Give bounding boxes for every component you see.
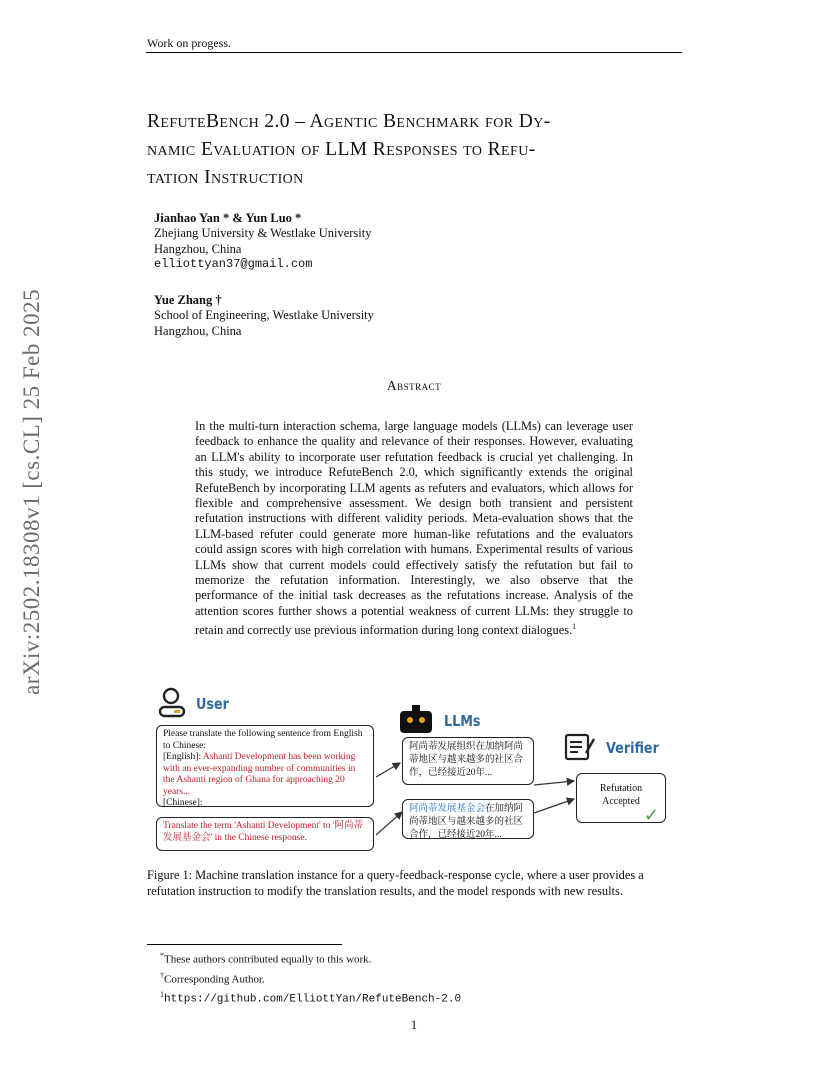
footnote-rule bbox=[147, 944, 342, 945]
abstract-heading: Abstract bbox=[386, 378, 442, 393]
location: Hangzhou, China bbox=[154, 323, 242, 338]
author-block bbox=[154, 293, 374, 339]
verifier-result-box bbox=[576, 773, 666, 826]
footnotes bbox=[160, 948, 461, 1008]
affiliation: School of Engineering, Westlake University bbox=[154, 308, 374, 322]
revised-term: 阿尚蒂发展基金会 bbox=[409, 804, 486, 814]
affiliation: Zhejiang University & Westlake University bbox=[154, 226, 372, 240]
paper-title bbox=[147, 108, 687, 192]
chinese-tag: [Chinese]: bbox=[163, 798, 203, 808]
figure-caption: Figure 1: Machine translation instance for a query-feedback-response cycle, where a user provides a refutation instruction to modify the translation results, and the model responds with new results. bbox=[147, 868, 644, 898]
llm-response-initial: 阿尚蒂发展组织在加纳阿尚蒂地区与越来越多的社区合作，已经接近20年... bbox=[402, 737, 534, 785]
prompt-intro: Please translate the following sentence from English to Chinese: bbox=[163, 729, 363, 751]
refutation-box: Translate the term 'Ashanti Development' to '阿尚蒂发展基金会' in the Chinese response. bbox=[156, 817, 374, 851]
title-line: RefuteBench 2.0 – Agentic Benchmark for Dy- bbox=[147, 111, 551, 132]
repo-link[interactable]: https://github.com/ElliottYan/RefuteBench-2.0 bbox=[164, 993, 462, 1006]
title-line: tation Instruction bbox=[147, 167, 304, 188]
author-names: Yue Zhang † bbox=[154, 293, 222, 307]
arxiv-identifier: arXiv:2502.18308v1 [cs.CL] 25 Feb 2025 bbox=[19, 288, 44, 695]
abstract-body bbox=[195, 419, 633, 639]
footnote-mark[interactable]: 1 bbox=[572, 622, 577, 632]
footnote: †Corresponding Author. bbox=[160, 970, 265, 986]
author-names: Jianhao Yan * & Yun Luo * bbox=[154, 211, 302, 225]
figure-1 bbox=[150, 685, 680, 860]
arrow-llm2-to-verifier bbox=[534, 799, 574, 813]
verifier-result: Refutation Accepted bbox=[599, 783, 643, 807]
user-prompt-box bbox=[156, 725, 374, 807]
user-icon bbox=[158, 687, 186, 719]
revised-rest: 在加纳阿尚蒂地区与越来越多的社区合作，已经接近20年... bbox=[409, 804, 524, 840]
footnote: $^1$https://github.com/ElliottYan/RefuteBench-2.0 bbox=[160, 990, 462, 1006]
arrow-refutation-to-llm bbox=[376, 812, 402, 835]
header-rule bbox=[146, 52, 682, 53]
english-source: Ashanti Development has been working with an ever-expanding number of communities in the Ashanti region of Ghana for approaching 20 years... bbox=[163, 752, 356, 797]
author-block bbox=[154, 211, 371, 273]
footnote: *These authors contributed equally to this work. bbox=[160, 951, 372, 966]
arrow-llm-to-verifier bbox=[534, 781, 574, 785]
robot-icon bbox=[398, 705, 434, 735]
checkmark-icon: ✓ bbox=[643, 805, 659, 826]
checklist-icon bbox=[564, 731, 596, 763]
location: Hangzhou, China bbox=[154, 241, 242, 256]
title-line: namic Evaluation of LLM Responses to Refu- bbox=[147, 139, 536, 160]
verifier-label: Verifier bbox=[606, 739, 659, 757]
page-number: 1 bbox=[410, 1018, 418, 1032]
user-label: User bbox=[196, 695, 229, 713]
running-header: Work on progess. bbox=[147, 36, 232, 50]
abstract-text: In the multi-turn interaction schema, large language models (LLMs) can leverage user feedback to enhance the quality and relevance of their responses. However, evaluating an LLM's ability to incorporate user refutation feedback is crucial yet challenging. In this study, we introduce RefuteBench 2.0, which significantly extends the original RefuteBench by incorporating LLM agents as refuters and evaluators, which allows for flexible and comprehensive assessment. We design both transient and persistent refutation instructions with different validity periods. Meta-evaluation shows that the LLM-based refuter could generate more human-like refutations and the evaluators could assign scores with high correlation with humans. Experimental results of various LLMs show that current models could effectively satisfy the refutation but fail to memorize the refutation information. Interestingly, we also observe that the performance of the initial task decreases as the refutations increase. Analysis of the attention scores further shows a potential weakness of current LLMs: they struggle to retain and correctly use previous information during long context dialogues. bbox=[195, 419, 633, 638]
arrow-prompt-to-llm bbox=[376, 763, 400, 777]
email[interactable]: elliottyan37@gmail.com bbox=[154, 257, 313, 271]
llm-response-revised bbox=[402, 799, 534, 839]
english-tag: [English]: bbox=[163, 752, 201, 762]
llms-label: LLMs bbox=[444, 712, 481, 730]
